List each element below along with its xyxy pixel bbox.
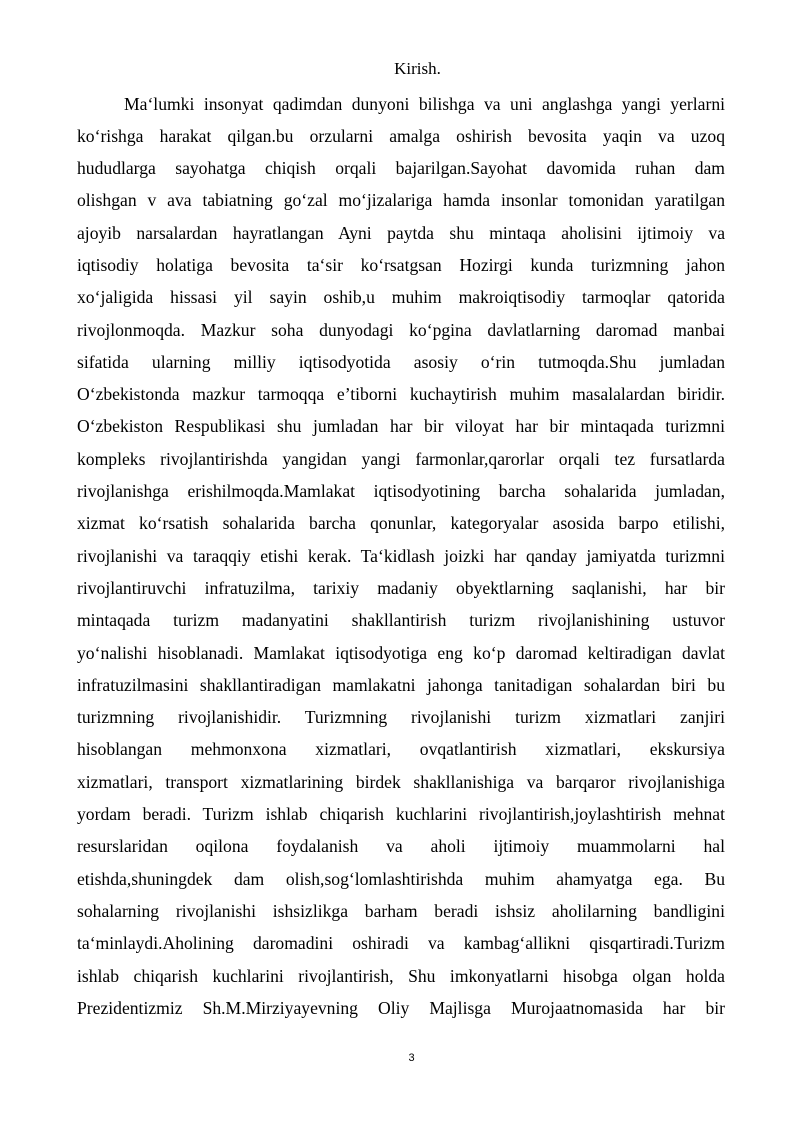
text-line: rivojlantiruvchi infratuzilma, tarixiy madaniy obyektlarning saqlanishi, har bir bbox=[77, 577, 725, 598]
text-line: yoʻnalishi hisoblanadi. Mamlakat iqtisodyotiga eng koʻp daromad keltiradigan davlat bbox=[77, 642, 725, 663]
text-line: xizmatlari, transport xizmatlarining birdek shakllanishiga va barqaror rivojlanishiga bbox=[77, 771, 725, 792]
text-line: koʻrishga harakat qilgan.bu orzularni amalga oshirish bevosita yaqin va uzoq bbox=[77, 125, 725, 146]
text-line: ishlab chiqarish kuchlarini rivojlantirish, Shu imkonyatlarni hisobga olgan holda bbox=[77, 965, 725, 986]
text-line: ajoyib narsalardan hayratlangan Ayni paytda shu mintaqa aholisini ijtimoiy va bbox=[77, 222, 725, 243]
text-line: Oʻzbekiston Respublikasi shu jumladan har bir viloyat har bir mintaqada turizmni bbox=[77, 416, 725, 437]
page-number: 3 bbox=[408, 1052, 415, 1064]
text-line: Prezidentizmiz Sh.M.Mirziyayevning Oliy Majlisga Murojaatnomasida har bir bbox=[77, 997, 725, 1018]
text-line: Oʻzbekistonda mazkur tarmoqqa e’tiborni kuchaytirish muhim masalalardan biridir. bbox=[77, 384, 725, 405]
text-line: rivojlonmoqda. Mazkur soha dunyodagi koʻpgina davlatlarning daromad manbai bbox=[77, 319, 725, 340]
text-line: olishgan v ava tabiatning goʻzal moʻjizalariga hamda insonlar tomonidan yaratilgan bbox=[77, 190, 725, 211]
page-title: Kirish. bbox=[394, 59, 441, 78]
text-line: xizmat koʻrsatish sohalarida barcha qonunlar, kategoryalar asosida barpo etilishi, bbox=[77, 513, 725, 534]
text-line: sohalarning rivojlanishi ishsizlikga barham beradi ishsiz aholilarning bandligini bbox=[77, 900, 725, 921]
text-line: rivojlanishga erishilmoqda.Mamlakat iqtisodyotining barcha sohalarida jumladan, bbox=[77, 481, 725, 502]
text-line: mintaqada turizm madanyatini shakllantirish turizm rivojlanishining ustuvor bbox=[77, 610, 725, 631]
text-line: hisoblangan mehmonxona xizmatlari, ovqatlantirish xizmatlari, ekskursiya bbox=[77, 739, 725, 760]
text-line: rivojlanishi va taraqqiy etishi kerak. Taʻkidlash joizki har qanday jamiyatda turizmni bbox=[77, 545, 725, 566]
text-line: Maʻlumki insonyat qadimdan dunyoni bilishga va uni anglashga yangi yerlarni bbox=[124, 93, 725, 114]
text-line: kompleks rivojlantirishda yangidan yangi farmonlar,qarorlar orqali tez fursatlarda bbox=[77, 448, 725, 469]
text-line: xoʻjaligida hissasi yil sayin oshib,u muhim makroiqtisodiy tarmoqlar qatorida bbox=[77, 287, 725, 308]
text-line: etishda,shuningdek dam olish,sogʻlomlashtirishda muhim ahamyatga ega. Bu bbox=[77, 868, 725, 889]
body-paragraph bbox=[77, 88, 725, 1025]
text-line: resurslaridan oqilona foydalanish va aholi ijtimoiy muammolarni hal bbox=[77, 836, 725, 857]
text-line: turizmning rivojlanishidir. Turizmning rivojlanishi turizm xizmatlari zanjiri bbox=[77, 707, 725, 728]
text-line: taʻminlaydi.Aholining daromadini oshiradi va kambagʻallikni qisqartiradi.Turizm bbox=[77, 933, 725, 954]
text-line: infratuzilmasini shakllantiradigan mamlakatni jahonga tanitadigan sohalardan biri bu bbox=[77, 674, 725, 695]
text-line: yordam beradi. Turizm ishlab chiqarish kuchlarini rivojlantirish,joylashtirish mehnat bbox=[77, 804, 725, 825]
text-line: sifatida ularning milliy iqtisodyotida asosiy oʻrin tutmoqda.Shu jumladan bbox=[77, 351, 725, 372]
text-line: hududlarga sayohatga chiqish orqali bajarilgan.Sayohat davomida ruhan dam bbox=[77, 158, 725, 179]
text-line: iqtisodiy holatiga bevosita taʻsir koʻrsatgsan Hozirgi kunda turizmning jahon bbox=[77, 254, 725, 275]
